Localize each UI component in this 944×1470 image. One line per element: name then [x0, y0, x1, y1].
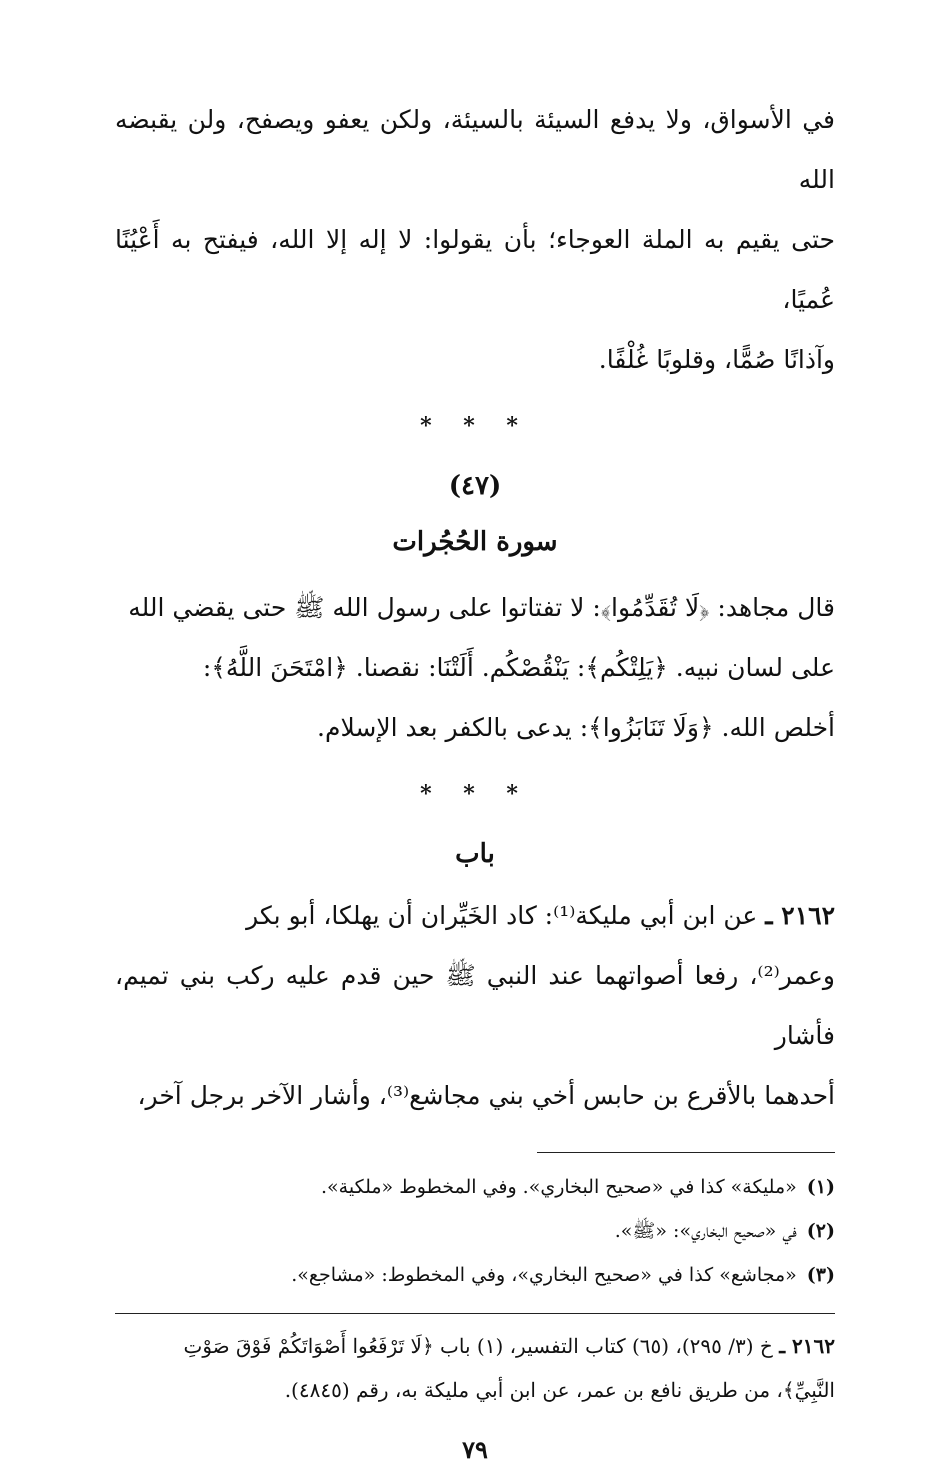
footnote-number: (٣) [806, 1264, 835, 1286]
source-number: ٢١٦٢ ـ [779, 1334, 835, 1358]
text-line: على لسان نبيه. ﴿يَلِتْكُم﴾: يَنْقُصْكُم. أَلَتْنَا: نقصنا. ﴿امْتَحَنَ اللَّهُ﴾: [202, 653, 835, 682]
text-line [115, 1324, 835, 1368]
bab-title: باب [455, 839, 495, 869]
text-line: أخلص الله. ﴿وَلَا تَنَابَزُوا﴾: يدعى بالكفر بعد الإسلام. [317, 713, 835, 742]
source-note [115, 1324, 835, 1412]
footnote-divider [537, 1152, 835, 1153]
text-line [115, 886, 835, 946]
page-number: ٧٩ [462, 1435, 488, 1464]
source-divider [115, 1313, 835, 1314]
sura-title: سورة الحُجُرات [392, 527, 558, 557]
footnote-text: في «صحيح البخاري»: «ﷺ». [614, 1220, 797, 1242]
section-separator: * * * [420, 413, 530, 439]
text-line: وعمر⁽²⁾، رفعا أصواتهما عند النبي ﷺ حين قدم عليه ركب بني تميم، فأشار [115, 961, 835, 1050]
footnotes [115, 1165, 835, 1297]
text-line: حتى يقيم به الملة العوجاء؛ بأن يقولوا: لا إله إلا الله، فيفتح به أَعْيُنًا عُميًا، [115, 225, 835, 314]
hadith-paragraph [115, 886, 835, 1126]
footnote-number: (٢) [806, 1220, 835, 1242]
footnote-text: «مليكة» كذا في «صحيح البخاري». وفي المخطوط «ملكية». [321, 1176, 797, 1198]
hadith-number: ٢١٦٢ ـ [765, 901, 835, 930]
text-line: وآذانًا صُمًّا، وقلوبًا غُلْفًا. [598, 345, 835, 374]
footnote [115, 1165, 835, 1209]
book-page [115, 90, 835, 1470]
sura-number: (٤٧) [448, 471, 502, 501]
hadith-text: عن ابن أبي مليكة⁽¹⁾: كاد الخَيِّران أن يهلكا، أبو بكر [246, 901, 766, 930]
text-line: أحدهما بالأقرع بن حابس أخي بني مجاشع⁽³⁾، وأشار الآخر برجل آخر، [137, 1081, 835, 1110]
footnote [115, 1253, 835, 1297]
footnote-text: «مجاشع» كذا في «صحيح البخاري»، وفي المخطوط: «مشاجع». [291, 1264, 797, 1286]
footnote [115, 1209, 835, 1253]
tafsir-paragraph [115, 578, 835, 758]
footnote-number: (١) [806, 1176, 835, 1198]
text-line: النَّبِيِّ﴾، من طريق نافع بن عمر، عن ابن أبي مليكة به، رقم (٤٨٤٥). [284, 1378, 835, 1402]
source-text: خ (٣/ ٢٩٥)، (٦٥) كتاب التفسير، (١) باب ﴿لَا تَرْفَعُوا أَصْوَاتَكُمْ فَوْقَ صَوْتِ [183, 1334, 780, 1358]
text-line: قال مجاهد: ﴿لَا تُقَدِّمُوا﴾: لا تفتاتوا على رسول الله ﷺ حتى يقضي الله [128, 593, 835, 622]
intro-paragraph [115, 90, 835, 390]
section-separator: * * * [420, 781, 530, 807]
text-line: في الأسواق، ولا يدفع السيئة بالسيئة، ولكن يعفو ويصفح، ولن يقبضه الله [115, 105, 835, 194]
